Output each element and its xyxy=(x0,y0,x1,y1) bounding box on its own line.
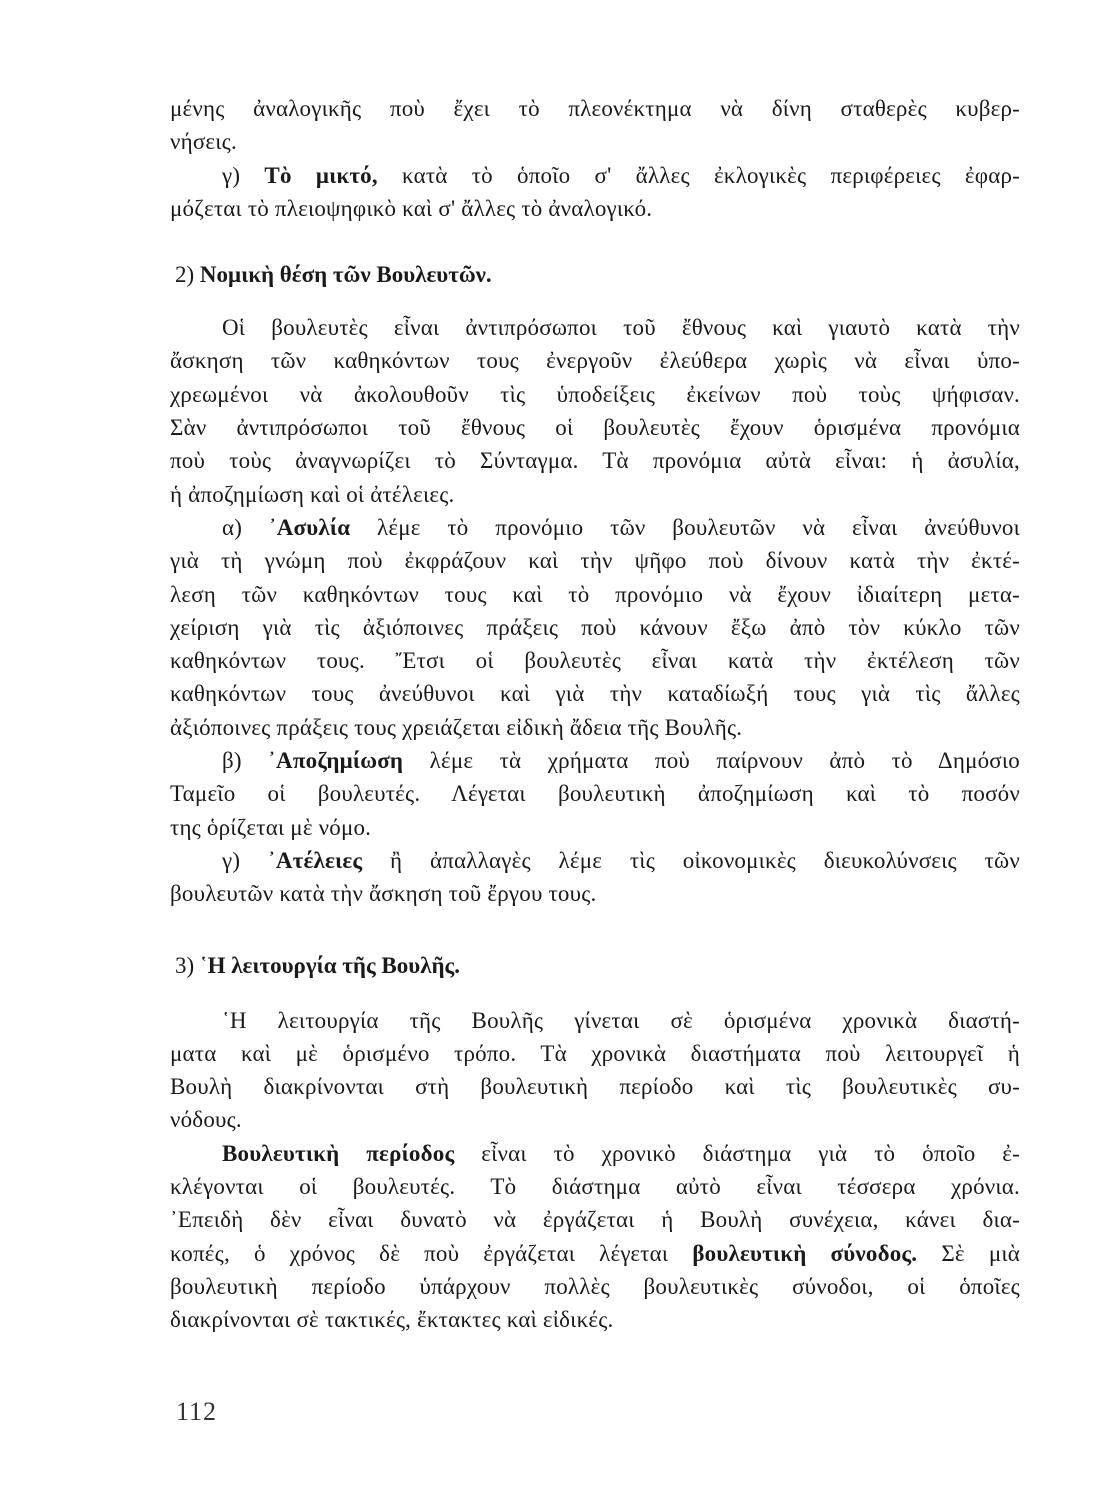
term-bold: Βουλευτικὴ περίοδος xyxy=(222,1140,455,1166)
text-line xyxy=(170,159,1020,192)
section-heading-parliament-operation xyxy=(170,949,1020,982)
text-run: κοπές, ὁ χρόνος δὲ ποὺ ἐργάζεται λέγεται xyxy=(170,1240,693,1266)
term-bold: ᾿Αποζημίωση xyxy=(268,748,404,774)
text-line: καθηκόντων τους. Ἔτσι οἱ βουλευτὲς εἶναι κατὰ τὴν ἐκτέλεση τῶν xyxy=(170,648,1020,674)
text-run: ἢ ἀπαλλαγὲς λέμε τὶς οἰκονομικὲς διευκολύνσεις τῶν xyxy=(362,847,1020,873)
term-bold: ᾿Ατέλειες xyxy=(267,847,363,873)
text-line: ποὺ τοὺς ἀναγνωρίζει τὸ Σύνταγμα. Τὰ προνόμια αὐτὰ εἶναι: ἡ ἀσυλία, xyxy=(170,448,1020,474)
text-line: ματα καὶ μὲ ὁρισμένο τρόπο. Τὰ χρονικὰ διαστήματα ποὺ λειτουργεῖ ἡ xyxy=(170,1040,1020,1066)
paragraph-operation xyxy=(170,1004,1020,1137)
term-bold: ᾿Ασυλία xyxy=(268,514,351,540)
text-line: νήσεις. xyxy=(170,129,237,155)
text-line xyxy=(170,1137,1020,1170)
paragraph-immunity xyxy=(170,511,1020,744)
section-number: 2) xyxy=(175,262,200,288)
text-line: Οἱ βουλευτὲς εἶναι ἀντιπρόσωποι τοῦ ἔθνους καὶ γιαυτὸ κατὰ τὴν xyxy=(222,315,1020,341)
text-run: κατὰ τὸ ὁποῖο σ' ἄλλες ἐκλογικὲς περιφέρειες ἐφαρ- xyxy=(377,162,1020,188)
text-line: χείριση γιὰ τὶς ἀξιόποινες πράξεις ποὺ κάνουν ἔξω ἀπὸ τὸν κύκλο τῶν xyxy=(170,614,1020,640)
text-line xyxy=(170,1237,1020,1270)
paragraph-proportional-tail xyxy=(170,92,1020,159)
text-run: Σὲ μιὰ xyxy=(917,1240,1020,1266)
text-line xyxy=(170,511,1020,544)
paragraph-parliamentary-term xyxy=(170,1137,1020,1337)
text-line: ἡ ἀποζημίωση καὶ οἱ ἀτέλειες. xyxy=(170,481,455,507)
text-line: καθηκόντων τους ἀνεύθυνοι καὶ γιὰ τὴν καταδίωξή τους γιὰ τὶς ἄλλες xyxy=(170,681,1020,707)
list-marker: γ) xyxy=(222,162,265,188)
text-line: κλέγονται οἱ βουλευτές. Τὸ διάστημα αὐτὸ εἶναι τέσσερα χρόνια. xyxy=(170,1174,1020,1200)
text-line: ἄσκηση τῶν καθηκόντων τους ἐνεργοῦν ἐλεύθερα χωρὶς νὰ εἶναι ὑπο- xyxy=(170,348,1020,374)
page-number: 112 xyxy=(176,1397,218,1426)
text-line: ᾿Επειδὴ δὲν εἶναι δυνατὸ νὰ ἐργάζεται ἡ Βουλὴ συνέχεια, κάνει δια- xyxy=(170,1207,1020,1233)
text-line: Βουλὴ διακρίνονται στὴ βουλευτικὴ περίοδο καὶ τὶς βουλευτικὲς συ- xyxy=(170,1074,1020,1100)
text-line: βουλευτῶν κατὰ τὴν ἄσκηση τοῦ ἔργου τους. xyxy=(170,881,597,907)
text-line: Ταμεῖο οἱ βουλευτές. Λέγεται βουλευτικὴ ἀποζημίωση καὶ τὸ ποσόν xyxy=(170,781,1020,807)
paragraph-compensation xyxy=(170,744,1020,844)
text-line: μόζεται τὸ πλειοψηφικὸ καὶ σ' ἄλλες τὸ ἀναλογικό. xyxy=(170,195,653,221)
term-bold: Τὸ μικτό, xyxy=(264,162,378,188)
list-marker: γ) xyxy=(222,847,268,873)
text-line: διακρίνονται σὲ τακτικές, ἔκτακτες καὶ εἰδικές. xyxy=(170,1307,614,1333)
paragraph-mixed-system xyxy=(170,159,1020,226)
text-line xyxy=(170,844,1020,877)
text-line: βουλευτικὴ περίοδο ὑπάρχουν πολλὲς βουλευτικὲς σύνοδοι, οἱ ὁποῖες xyxy=(170,1273,1020,1299)
text-line: μένης ἀναλογικῆς ποὺ ἔχει τὸ πλεονέκτημα νὰ δίνη σταθερὲς κυβερ- xyxy=(170,96,1020,121)
paragraph-exemptions xyxy=(170,844,1020,911)
text-line: της ὁρίζεται μὲ νόμο. xyxy=(170,814,372,840)
term-bold: βουλευτικὴ σύνοδος. xyxy=(692,1240,918,1266)
section-number: 3) xyxy=(175,952,200,978)
list-marker: β) xyxy=(222,748,269,774)
text-line: Σὰν ἀντιπρόσωποι τοῦ ἔθνους οἱ βουλευτὲς ἔχουν ὁρισμένα προνόμια xyxy=(170,415,1020,441)
text-run: λέμε τὰ χρήματα ποὺ παίρνουν ἀπὸ τὸ Δημόσιο xyxy=(403,748,1020,774)
text-line: νόδους. xyxy=(170,1107,242,1133)
section-heading-legal-status xyxy=(170,258,1020,291)
text-line: λεση τῶν καθηκόντων τους καὶ τὸ προνόμιο νὰ ἔχουν ἰδιαίτερη μετα- xyxy=(170,581,1020,607)
text-line: χρεωμένοι νὰ ἀκολουθοῦν τὶς ὑποδείξεις ἐκείνων ποὺ τοὺς ψήφισαν. xyxy=(170,381,1020,407)
text-line: γιὰ τὴ γνώμη ποὺ ἐκφράζουν καὶ τὴν ψῆφο ποὺ δίνουν κατὰ τὴν ἐκτέ- xyxy=(170,548,1020,574)
section-title: Νομικὴ θέση τῶν Βουλευτῶν. xyxy=(199,262,492,288)
text-run: λέμε τὸ προνόμιο τῶν βουλευτῶν νὰ εἶναι ἀνεύθυνοι xyxy=(350,514,1021,540)
text-line: ἀξιόποινες πράξεις τους χρειάζεται εἰδικὴ ἄδεια τῆς Βουλῆς. xyxy=(170,714,743,740)
page-body xyxy=(170,92,1020,1337)
section-title: ῾Η λειτουργία τῆς Βουλῆς. xyxy=(199,952,461,978)
text-line: ῾Η λειτουργία τῆς Βουλῆς γίνεται σὲ ὁρισμένα χρονικὰ διαστή- xyxy=(222,1007,1020,1033)
list-marker: α) xyxy=(222,514,269,540)
text-line xyxy=(170,744,1020,777)
paragraph-representatives xyxy=(170,311,1020,511)
text-run: εἶναι τὸ χρονικὸ διάστημα γιὰ τὸ ὁποῖο ἐ- xyxy=(454,1140,1020,1166)
